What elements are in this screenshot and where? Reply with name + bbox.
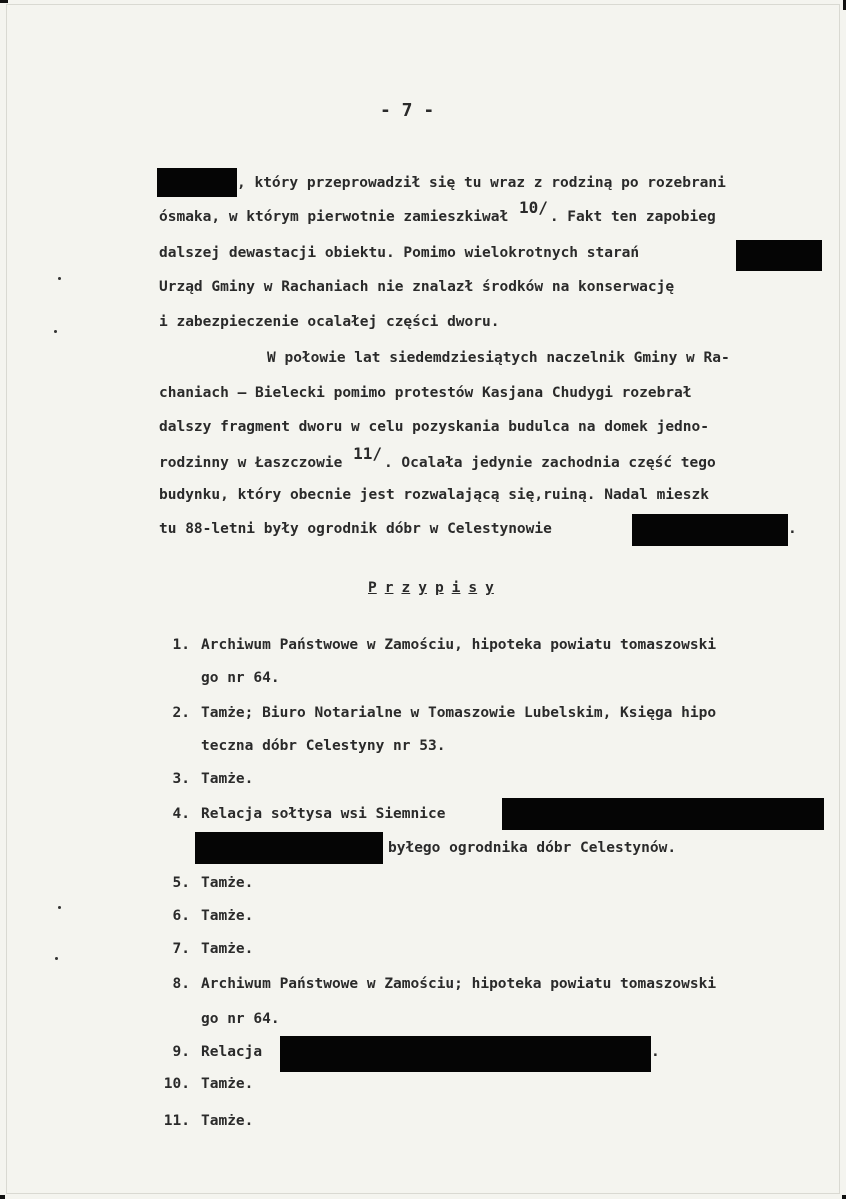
footnote-ref-11: 11/	[353, 444, 382, 463]
footnote-text: Archiwum Państwowe w Zamościu; hipoteka powiatu tomaszowski	[201, 976, 717, 992]
footnote-number: 9.	[172, 1044, 190, 1060]
heading-letter: z	[401, 580, 411, 596]
body-line-7: chaniach – Bielecki pomimo protestów Kasjana Chudygi rozebrał	[159, 385, 692, 401]
footnote-number: 5.	[172, 875, 190, 891]
footnote-text: go nr 64.	[201, 1011, 280, 1027]
footnote-number: 3.	[172, 771, 190, 787]
scan-speck	[58, 277, 61, 280]
footnote-number: 2.	[172, 705, 190, 721]
body-text: ósmaka, w którym pierwotnie zamieszkiwał	[159, 209, 509, 225]
scan-speck	[54, 330, 57, 333]
footnote-text: byłego ogrodnika dóbr Celestynów.	[388, 840, 677, 856]
heading-letter: r	[384, 580, 394, 596]
footnote-text: .	[651, 1044, 660, 1060]
heading-letter: i	[451, 580, 461, 596]
footnotes-heading	[368, 580, 502, 596]
body-line-8: dalszy fragment dworu w celu pozyskania budulca na domek jedno-	[159, 419, 709, 435]
body-line-4: Urząd Gminy w Rachaniach nie znalazł środków na konserwację	[159, 279, 675, 295]
footnote-number: 7.	[172, 941, 190, 957]
heading-letter: p	[434, 580, 444, 596]
redaction-box	[736, 240, 822, 271]
heading-letter: s	[468, 580, 478, 596]
body-line-6: W połowie lat siedemdziesiątych naczelnik Gminy w Ra-	[267, 350, 730, 366]
footnote-text: Tamże.	[201, 908, 254, 924]
footnote-number: 10.	[163, 1076, 190, 1092]
body-line-9	[159, 444, 716, 471]
body-text: . Fakt ten zapobieg	[549, 209, 716, 225]
footnote-text: Tamże.	[201, 1076, 254, 1092]
footnote-text: Tamże.	[201, 1113, 254, 1129]
body-line-5: i zabezpieczenie ocalałej części dworu.	[159, 314, 500, 330]
scan-speck	[55, 957, 58, 960]
footnote-text: Relacja sołtysa wsi Siemnice	[201, 806, 446, 822]
heading-letter: P	[368, 580, 377, 596]
redaction-box	[280, 1036, 651, 1072]
heading-letter: y	[485, 580, 494, 596]
heading-letter: y	[418, 580, 427, 596]
footnote-text: Relacja	[201, 1044, 263, 1060]
footnote-text: Tamże.	[201, 941, 254, 957]
redaction-box	[632, 514, 788, 546]
redaction-box	[195, 832, 383, 864]
scan-corner-mark	[842, 1195, 846, 1199]
body-text: .	[788, 521, 797, 537]
footnote-text: teczna dóbr Celestyny nr 53.	[201, 738, 446, 754]
body-line-11: tu 88-letni były ogrodnik dóbr w Celestynowie	[159, 521, 552, 537]
footnote-text: Archiwum Państwowe w Zamościu, hipoteka powiatu tomaszowski	[201, 637, 717, 653]
scan-corner-mark	[0, 1195, 5, 1199]
footnote-text: Tamże.	[201, 771, 254, 787]
footnote-number: 8.	[172, 976, 190, 992]
footnote-text: go nr 64.	[201, 670, 280, 686]
body-line-2	[159, 198, 716, 225]
footnote-text: Tamże; Biuro Notarialne w Tomaszowie Lubelskim, Księga hipo	[201, 705, 717, 721]
redaction-box	[157, 168, 237, 197]
footnote-number: 1.	[172, 637, 190, 653]
body-text: . Ocalała jedynie zachodnia część tego	[383, 455, 716, 471]
body-line-10: budynku, który obecnie jest rozwalającą się,ruiną. Nadal mieszk	[159, 487, 709, 503]
footnote-ref-10: 10/	[518, 198, 548, 217]
footnote-number: 6.	[172, 908, 190, 924]
scan-speck	[58, 906, 61, 909]
body-text: rodzinny w Łaszczowie	[159, 455, 343, 471]
footnote-number: 11.	[163, 1113, 190, 1129]
body-line-3: dalszej dewastacji obiektu. Pomimo wielokrotnych starań	[159, 245, 640, 261]
page-number: - 7 -	[380, 100, 435, 121]
scan-corner-mark	[0, 0, 8, 3]
body-line-1: , który przeprowadził się tu wraz z rodziną po rozebrani	[237, 175, 726, 191]
footnote-text: Tamże.	[201, 875, 254, 891]
footnote-number: 4.	[172, 806, 190, 822]
redaction-box	[502, 798, 824, 830]
